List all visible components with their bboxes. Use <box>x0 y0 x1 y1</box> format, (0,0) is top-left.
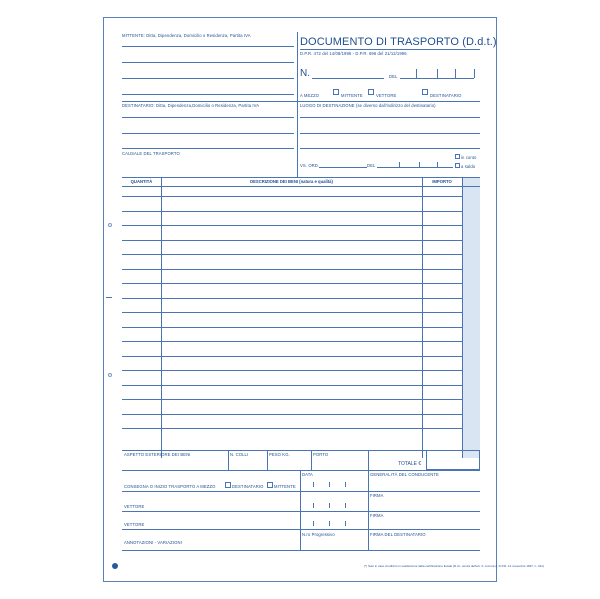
date-tick <box>419 162 420 167</box>
vs-ord-label: VS. ORD. <box>300 163 320 168</box>
consegna-label: CONSEGNA O INIZIO TRASPORTO A MEZZO <box>124 484 216 489</box>
footer-row-line <box>122 511 480 512</box>
mittente-line-3[interactable] <box>122 78 294 79</box>
table-header-bottom <box>122 186 480 187</box>
binder-hole <box>108 373 112 377</box>
date-tick <box>329 482 330 487</box>
number-field[interactable] <box>312 78 384 79</box>
table-col-divider <box>422 177 423 458</box>
date-tick <box>329 521 330 526</box>
footer-row-line <box>122 491 480 492</box>
mittente-label: MITTENTE: Ditta, Dipendenza, Domicilio o Residenza, Partita IVA <box>122 33 251 38</box>
table-row[interactable] <box>122 356 462 357</box>
peso-label: PESO KG. <box>269 452 290 457</box>
destinatario-checkbox[interactable] <box>422 89 428 95</box>
luogo-line-1[interactable] <box>300 117 480 118</box>
luogo-label: LUOGO DI DESTINAZIONE (se diverso dall'indirizzo del destinatario) <box>300 103 436 108</box>
luogo-line-3[interactable] <box>300 148 480 149</box>
date-tick <box>437 162 438 167</box>
date-tick <box>455 69 456 78</box>
firma-destinatario-label: FIRMA DEL DESTINATARIO <box>370 532 426 537</box>
col-quantita-header: QUANTITÀ <box>130 179 153 184</box>
mittente-checkbox[interactable] <box>333 89 339 95</box>
colli-label: N. COLLI <box>230 452 249 457</box>
a-mezzo-label: A MEZZO <box>300 93 320 98</box>
footer-top-border <box>122 450 462 451</box>
luogo-line-2[interactable] <box>300 133 480 134</box>
document-title: DOCUMENTO DI TRASPORTO (D.d.t.) <box>300 36 497 48</box>
vettore-option-label: VETTORE <box>376 93 397 98</box>
destinatario-line-2[interactable] <box>122 133 294 134</box>
aspetto-label: ASPETTO ESTERIORE DEI BENI <box>124 452 191 457</box>
date-tick <box>416 69 417 78</box>
vs-ord-field[interactable] <box>319 167 367 168</box>
footer-divider <box>368 450 369 470</box>
mittente-line-2[interactable] <box>122 62 294 63</box>
table-row[interactable] <box>122 269 462 270</box>
col-importo-header: IMPORTO <box>432 179 452 184</box>
table-row[interactable] <box>122 211 462 212</box>
section-divider <box>122 101 480 102</box>
date-tick <box>329 503 330 508</box>
footer-divider-h <box>122 470 480 471</box>
generalita-label: GENERALITÀ DEL CONDUCENTE <box>370 472 439 477</box>
table-row[interactable] <box>122 196 462 197</box>
table-row[interactable] <box>122 240 462 241</box>
title-underline <box>300 49 480 50</box>
vettore-checkbox[interactable] <box>368 89 374 95</box>
binder-hole <box>108 223 112 227</box>
table-row[interactable] <box>122 327 462 328</box>
destinatario-line-1[interactable] <box>122 117 294 118</box>
table-row[interactable] <box>122 341 462 342</box>
fold-mark <box>106 297 112 298</box>
date-tick <box>313 521 314 526</box>
vettore2-label: VETTORE <box>124 522 145 527</box>
date-tick <box>437 69 438 78</box>
footer-divider <box>311 450 312 470</box>
causale-date-field[interactable] <box>377 167 453 168</box>
importo-shade <box>462 178 480 458</box>
totale-label: TOTALE € <box>398 461 422 467</box>
firma2-label: FIRMA <box>370 513 384 518</box>
table-col-divider <box>161 177 162 458</box>
date-field[interactable] <box>400 78 474 79</box>
footer-row-line <box>122 529 480 530</box>
date-tick <box>313 503 314 508</box>
legal-note: (*) Solo in caso di utilizzo in sostituzione della certificazione fiscale (D.d.t. senza dell'art. 3, comma 2, D.P.R. 14 novembre 1997, n. 441) <box>364 564 544 568</box>
footer-col-divider <box>300 470 301 550</box>
mittente-line-1[interactable] <box>122 46 294 47</box>
progressivo-label: N.ro Progressivo <box>302 532 335 537</box>
date-tick <box>474 69 475 78</box>
vettore1-label: VETTORE <box>124 504 145 509</box>
table-row[interactable] <box>122 399 462 400</box>
consegna-mittente-checkbox[interactable] <box>267 482 273 488</box>
date-tick <box>313 482 314 487</box>
firma1-label: FIRMA <box>370 493 384 498</box>
in-conto-label: in conto <box>461 155 477 160</box>
date-tick <box>345 503 346 508</box>
table-row[interactable] <box>122 225 462 226</box>
table-row[interactable] <box>122 254 462 255</box>
causale-del-label: DEL <box>367 163 376 168</box>
date-tick <box>345 482 346 487</box>
table-row[interactable] <box>122 283 462 284</box>
table-row[interactable] <box>122 414 462 415</box>
footer-bottom-line <box>122 550 480 551</box>
footer-col-divider <box>368 470 369 550</box>
table-col-divider <box>462 177 463 458</box>
consegna-destinatario-checkbox[interactable] <box>225 482 231 488</box>
footer-divider <box>267 450 268 470</box>
destinatario-line-3[interactable] <box>122 148 294 149</box>
causale-label: CAUSALE DEL TRASPORTO <box>122 151 180 156</box>
annotazioni-label: ANNOTAZIONI - VARIAZIONI <box>124 540 182 545</box>
table-row[interactable] <box>122 298 462 299</box>
mittente-line-4[interactable] <box>122 94 294 95</box>
date-tick <box>345 521 346 526</box>
date-label: DEL <box>389 74 398 79</box>
table-row[interactable] <box>122 312 462 313</box>
publisher-logo-icon <box>112 563 118 569</box>
table-row[interactable] <box>122 370 462 371</box>
a-saldo-checkbox[interactable] <box>455 163 460 168</box>
in-conto-checkbox[interactable] <box>455 154 460 159</box>
ddt-form-sheet <box>103 17 544 582</box>
document-subtitle: D.P.R. 472 del 14/08/1996 - D.P.R. 696 del 21/12/1996 <box>300 51 407 56</box>
destinatario-label: DESTINATARIO: Ditta, Dipendenza,Domicilio o Residenza, Partita IVA <box>122 103 260 108</box>
col-descrizione-header: DESCRIZIONE DEI BENI (natura e qualità) <box>250 179 333 184</box>
consegna-mittente-label: MITTENTE <box>274 484 296 489</box>
totale-box[interactable] <box>426 450 480 470</box>
number-label: N. <box>300 68 310 79</box>
table-row[interactable] <box>122 385 462 386</box>
destinatario-option-label: DESTINATARIO <box>430 93 462 98</box>
data-label: DATA <box>302 472 313 477</box>
consegna-destinatario-label: DESTINATARIO <box>232 484 264 489</box>
a-saldo-label: a saldo <box>461 164 476 169</box>
mittente-option-label: MITTENTE <box>341 93 363 98</box>
footer-divider <box>228 450 229 470</box>
table-row[interactable] <box>122 428 462 429</box>
date-tick <box>399 162 400 167</box>
porto-label: PORTO <box>313 452 329 457</box>
top-divider <box>297 32 298 177</box>
